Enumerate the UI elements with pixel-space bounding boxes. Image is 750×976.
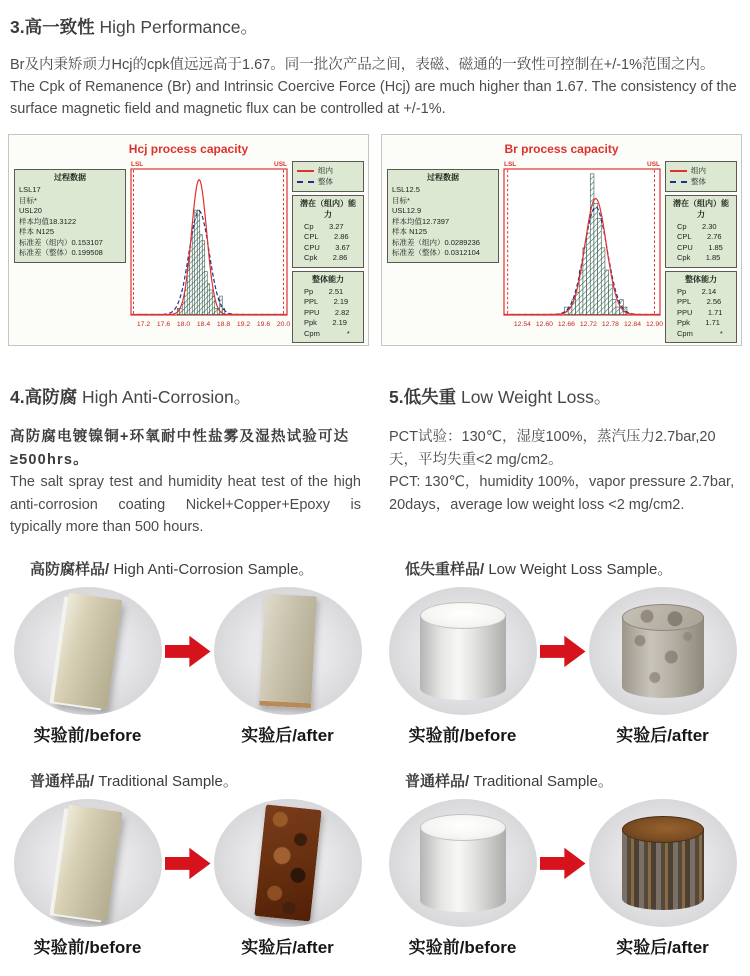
capability-row: [297, 318, 359, 329]
stat-name: Cpk: [677, 253, 691, 263]
section-heading-performance: [10, 14, 750, 39]
process-data-row: [19, 185, 121, 196]
stat-name: CPL: [677, 232, 692, 242]
section-heading-weight-loss: [389, 384, 742, 409]
right-arrow-icon: [540, 846, 586, 880]
text-columns: [0, 380, 750, 538]
process-data-row: [19, 238, 121, 249]
stat-value: 2.82: [334, 307, 350, 317]
stat-value: 12.5: [405, 185, 420, 195]
weight-loss-paragraph-zh: PCT试验：130℃，湿度100%，蒸汽压力2.7bar,20天，平均失重<2 mg/cm2。: [389, 429, 716, 468]
chart-title: Br process capacity: [504, 142, 619, 157]
histogram-plot: [503, 159, 664, 340]
histogram-bar: [185, 290, 188, 315]
stat-name: Cp: [677, 221, 687, 231]
sample-title-en: High Anti-Corrosion Sample。: [109, 561, 314, 579]
stat-name: 标准差（组内）: [19, 237, 72, 247]
sample-labels-row: [6, 933, 369, 958]
stat-name: 标准差（整体）: [19, 248, 72, 258]
histogram-bar: [197, 210, 200, 314]
sample-title-traditional-right: [405, 770, 744, 791]
arrow-box: [162, 846, 214, 880]
capability-row: [297, 287, 359, 298]
process-data-row: [392, 196, 494, 207]
photo-cylinder-after-rusted: [589, 799, 737, 927]
capability-row: [670, 308, 732, 319]
histogram-bar: [609, 285, 613, 315]
histogram-bar: [594, 204, 598, 315]
photo-cylinder-before: [389, 587, 537, 715]
br-process-capacity-chart: [381, 134, 742, 346]
usl-label: USL: [274, 161, 287, 169]
panel-title: 潜在（组内）能力: [300, 198, 356, 219]
performance-paragraph-en: The Cpk of Remanence (Br) and Intrinsic Coercive Force (Hcj) are much higher than 1.67. The consistency of the surface magnetic field and magnetic flux can be controlled at +/-1%.: [10, 79, 737, 118]
after-label: 实验后/after: [241, 938, 334, 958]
heading-zh: 5.低失重: [389, 387, 457, 408]
process-data-row: [19, 227, 121, 238]
photo-block-after-coated: [214, 587, 362, 715]
capability-row: [297, 329, 359, 340]
photo-cylinder-before-traditional: [389, 799, 537, 927]
histogram-bar: [202, 241, 205, 315]
stat-name: 样本均值: [392, 216, 422, 226]
stat-value: 3.27: [328, 221, 344, 231]
stat-name: Ppk: [677, 318, 690, 328]
sample-title-zh: 高防腐样品/: [30, 561, 110, 579]
stat-value: 17: [32, 185, 41, 195]
before-label: 实验前/before: [33, 726, 142, 746]
stat-value: 0.0289236: [444, 237, 480, 247]
anti-corrosion-section: [0, 380, 375, 538]
heading-en: High Performance。: [94, 17, 259, 37]
magnet-cylinder-rusted: [622, 816, 704, 910]
panel-title: 整体能力: [312, 274, 344, 284]
capability-row: [670, 222, 732, 233]
x-tick-label: 18.4: [196, 321, 211, 329]
x-tick-label: 17.6: [156, 321, 171, 329]
performance-paragraph-zh: Br及内秉矫顽力Hcj的cpk值远远高于1.67。同一批次产品之间，表磁、磁通的一致性可控制在+/-1%范围之内。: [10, 57, 715, 73]
x-tick-label: 20.0: [276, 321, 291, 329]
stat-name: CPL: [304, 232, 319, 242]
anti-corrosion-paragraph-zh: 高防腐电镀镍铜+环氧耐中性盐雾及湿热试验可达≥500hrs。: [10, 429, 350, 468]
legend-label: 组内: [691, 166, 706, 176]
stat-name: 样本均值: [19, 216, 49, 226]
arrow-box: [162, 634, 214, 668]
heading-zh: 4.高防腐: [10, 387, 78, 408]
process-data-panel: [14, 169, 126, 263]
sample-pair-row: [6, 587, 369, 715]
label-gap: [537, 721, 589, 746]
legend-label: 整体: [318, 177, 333, 187]
performance-paragraph: [10, 54, 738, 120]
histogram-bar: [612, 300, 616, 315]
usl-label: USL: [647, 161, 660, 169]
weight-loss-samples-column: [375, 550, 750, 958]
stat-name: 样本 N: [19, 227, 42, 237]
x-tick-label: 12.54: [513, 321, 531, 329]
before-label: 实验前/before: [33, 938, 142, 958]
x-tick-label: 12.72: [579, 321, 597, 329]
legend-box: [292, 161, 364, 192]
sample-title-zh: 普通样品/: [405, 773, 470, 791]
right-arrow-icon: [540, 634, 586, 668]
sample-title-high-anti-corrosion: [30, 558, 369, 579]
section-heading-anti-corrosion: [10, 384, 361, 409]
stat-value: 0.153107: [71, 237, 103, 247]
stat-name: 样本 N: [392, 227, 415, 237]
capability-row: [670, 253, 732, 264]
sample-labels-row: [381, 933, 744, 958]
stat-value: *: [407, 195, 410, 205]
right-arrow-icon: [165, 634, 211, 668]
stat-name: Cpk: [304, 253, 318, 263]
x-tick-label: 12.66: [557, 321, 575, 329]
stat-value: 18.3122: [49, 216, 77, 226]
x-tick-label: 19.6: [256, 321, 271, 329]
stat-value: 2.86: [333, 232, 349, 242]
histogram-bar: [205, 272, 208, 315]
histogram-svg: [503, 159, 664, 335]
histogram-bar: [195, 210, 198, 314]
stat-name: 标准差（组内）: [392, 237, 445, 247]
x-tick-label: 12.90: [645, 321, 664, 329]
stat-name: USL: [19, 206, 34, 216]
anti-corrosion-paragraph-en: The salt spray test and humidity heat test of the high anti-corrosion coating Nickel+Copper+Epoxy is typically more than 500 hours.: [10, 474, 361, 535]
heading-en: High Anti-Corrosion。: [77, 387, 252, 408]
after-label: 实验后/after: [616, 726, 709, 746]
chart-body: [14, 159, 364, 341]
right-arrow-icon: [165, 846, 211, 880]
sample-title-en: Low Weight Loss Sample。: [484, 561, 673, 579]
capability-row: [297, 253, 359, 264]
sample-pair-row: [381, 799, 744, 927]
stat-value: 2.76: [706, 232, 722, 242]
x-tick-label: 18.8: [216, 321, 231, 329]
overall-capability-panel: [665, 271, 737, 344]
magnet-cylinder-shiny: [420, 814, 506, 912]
sample-pair-row: [6, 799, 369, 927]
anti-corrosion-paragraph: [10, 426, 361, 538]
chart-right-column: [292, 161, 364, 343]
overall-capability-panel: [292, 271, 364, 344]
label-gap: [162, 933, 214, 958]
sample-labels-row: [381, 721, 744, 746]
anti-corrosion-samples-column: [0, 550, 375, 958]
capability-row: [297, 243, 359, 254]
panel-title: 整体能力: [685, 274, 717, 284]
stat-value: 2.56: [706, 297, 722, 307]
lsl-label: LSL: [131, 161, 144, 169]
process-data-row: [19, 248, 121, 259]
process-data-row: [19, 206, 121, 217]
sample-labels-row: [6, 721, 369, 746]
hcj-process-capacity-chart: [8, 134, 369, 346]
capability-row: [670, 329, 732, 340]
legend-label: 组内: [318, 166, 333, 176]
charts-row: [8, 134, 742, 346]
stat-value: 1.71: [705, 318, 720, 328]
stat-value: 0.199508: [71, 248, 103, 258]
histogram-bar: [601, 248, 605, 315]
dashed-blue-line-icon: [670, 181, 687, 183]
process-data-row: [19, 196, 121, 207]
stat-name: LSL: [19, 185, 33, 195]
magnet-block-after-test: [259, 594, 317, 709]
histogram-bar: [212, 296, 215, 314]
legend-box: [665, 161, 737, 192]
photo-cylinder-after-mottled: [589, 587, 737, 715]
panel-title: 过程数据: [427, 173, 459, 183]
stat-value: *: [346, 328, 350, 338]
x-tick-label: 12.78: [601, 321, 619, 329]
histogram-bar: [190, 247, 193, 315]
stat-name: PPL: [304, 297, 319, 307]
panel-title: 过程数据: [54, 173, 86, 183]
process-data-row: [392, 227, 494, 238]
capability-row: [670, 287, 732, 298]
process-data-row: [392, 248, 494, 259]
stat-value: *: [34, 195, 37, 205]
legend-item: [670, 165, 732, 176]
stat-value: 12.9: [406, 206, 422, 216]
sample-title-zh: 普通样品/: [30, 773, 95, 791]
magnet-cylinder-mottled: [622, 604, 704, 698]
after-label: 实验后/after: [241, 726, 334, 746]
stat-value: 125: [414, 227, 428, 237]
within-capability-panel: [665, 195, 737, 268]
stat-name: PPU: [677, 307, 693, 317]
stat-name: 目标: [19, 195, 34, 205]
capability-row: [297, 232, 359, 243]
histogram-bar: [207, 284, 210, 315]
photo-block-before: [14, 587, 162, 715]
before-label: 实验前/before: [408, 726, 517, 746]
capability-row: [670, 243, 732, 254]
process-data-row: [392, 238, 494, 249]
process-data-panel: [387, 169, 499, 263]
stat-name: CPU: [304, 242, 320, 252]
stat-name: Ppk: [304, 318, 317, 328]
x-tick-label: 18.0: [176, 321, 191, 329]
histogram-bar: [605, 270, 609, 314]
sample-title-traditional-left: [30, 770, 369, 791]
magnet-block-shiny: [53, 593, 122, 709]
samples-grid: [0, 550, 750, 958]
weight-loss-paragraph-en: PCT: 130℃，humidity 100%，vapor pressure 2.7bar, 20days，average low weight loss <2 mg/cm2.: [389, 474, 735, 513]
stat-name: Pp: [677, 286, 687, 296]
sample-pair-row: [381, 587, 744, 715]
lsl-label: LSL: [504, 161, 517, 169]
stat-value: 0.0312104: [444, 248, 480, 258]
weight-loss-paragraph: [389, 426, 742, 516]
stat-name: 标准差（整体）: [392, 248, 445, 258]
x-tick-label: 12.84: [623, 321, 642, 329]
label-gap: [537, 933, 589, 958]
histogram-bar: [192, 222, 195, 314]
stat-name: 目标: [392, 195, 407, 205]
legend-label: 整体: [691, 177, 706, 187]
x-tick-label: 17.2: [136, 321, 151, 329]
histogram-plot: [130, 159, 291, 340]
weight-loss-section: [375, 380, 750, 538]
chart-right-column: [665, 161, 737, 343]
capability-row: [670, 232, 732, 243]
histogram-bar: [616, 307, 620, 314]
arrow-box: [537, 846, 589, 880]
legend-item: [670, 176, 732, 187]
x-tick-label: 12.60: [535, 321, 553, 329]
arrow-box: [537, 634, 589, 668]
capability-row: [297, 222, 359, 233]
process-data-row: [392, 185, 494, 196]
stat-value: 2.51: [328, 286, 344, 296]
heading-en: Low Weight Loss。: [456, 387, 612, 408]
stat-name: PPU: [304, 307, 320, 317]
stat-value: 12.7397: [422, 216, 450, 226]
photo-block-before-traditional: [14, 799, 162, 927]
legend-item: [297, 165, 359, 176]
histogram-bar: [587, 233, 591, 314]
stat-name: Cpm: [304, 328, 320, 338]
stat-value: 2.19: [332, 318, 347, 328]
legend-item: [297, 176, 359, 187]
sample-title-zh: 低失重样品/: [405, 561, 485, 579]
sample-title-low-weight-loss: [405, 558, 744, 579]
panel-title: 潜在（组内）能力: [673, 198, 729, 219]
after-label: 实验后/after: [616, 938, 709, 958]
before-label: 实验前/before: [408, 938, 517, 958]
capability-row: [297, 297, 359, 308]
stat-value: 20: [33, 206, 42, 216]
stat-value: 1.85: [708, 242, 723, 252]
sample-title-en: Traditional Sample。: [94, 773, 238, 791]
dashed-blue-line-icon: [297, 181, 314, 183]
process-data-row: [392, 206, 494, 217]
process-data-row: [19, 217, 121, 228]
capability-row: [670, 318, 732, 329]
label-gap: [162, 721, 214, 746]
stat-name: CPU: [677, 242, 693, 252]
solid-red-line-icon: [670, 170, 687, 172]
capability-row: [297, 308, 359, 319]
x-tick-label: 19.2: [236, 321, 251, 329]
histogram-bar: [200, 235, 203, 315]
stat-value: 1.85: [705, 253, 721, 263]
stat-value: 2.14: [701, 286, 717, 296]
magnet-block-shiny: [53, 805, 122, 921]
stat-value: 125: [41, 227, 55, 237]
histogram-bar: [215, 308, 218, 314]
stat-name: PPL: [677, 297, 692, 307]
stat-value: 2.30: [701, 221, 717, 231]
chart-title: Hcj process capacity: [128, 142, 249, 157]
stat-value: 1.71: [707, 307, 723, 317]
histogram-bar: [210, 290, 213, 315]
capability-row: [670, 297, 732, 308]
histogram-bar: [590, 174, 594, 315]
stat-value: 3.67: [335, 242, 350, 252]
stat-value: *: [719, 328, 723, 338]
stat-value: 2.86: [332, 253, 348, 263]
stat-name: LSL: [392, 185, 406, 195]
heading-zh: 3.高一致性: [10, 17, 95, 37]
sample-title-en: Traditional Sample。: [469, 773, 613, 791]
histogram-bar: [598, 218, 602, 314]
photo-block-after-rusted: [214, 799, 362, 927]
solid-red-line-icon: [297, 170, 314, 172]
histogram-bar: [576, 292, 580, 314]
stat-name: Pp: [304, 286, 314, 296]
stat-value: 2.19: [333, 297, 349, 307]
magnet-cylinder-shiny: [420, 602, 506, 700]
process-data-row: [392, 217, 494, 228]
stat-name: Cpm: [677, 328, 693, 338]
histogram-svg: [130, 159, 291, 335]
histogram-bar: [182, 302, 185, 314]
magnet-block-rusted: [254, 805, 321, 922]
stat-name: USL: [392, 206, 407, 216]
stat-name: Cp: [304, 221, 314, 231]
within-capability-panel: [292, 195, 364, 268]
chart-body: [387, 159, 737, 341]
